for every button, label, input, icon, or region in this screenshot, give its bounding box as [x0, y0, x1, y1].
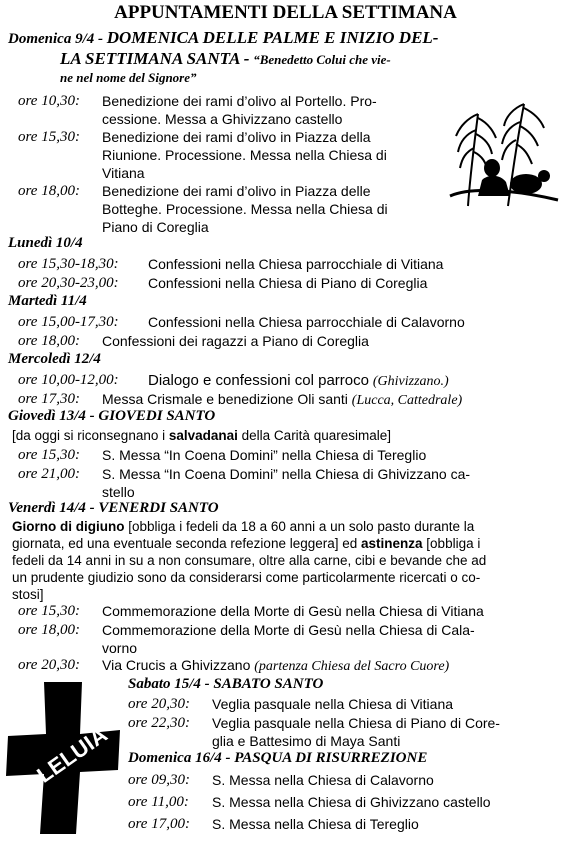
- event-time: ore 11,00:: [128, 794, 189, 810]
- event-text: Messa Crismale e benedizione Oli santi: [102, 391, 348, 407]
- event-time: ore 15,30:: [18, 129, 80, 145]
- event-palme-2: [18, 128, 438, 184]
- event-text-line: Benedizione dei rami d’olivo in Piazza della: [102, 129, 371, 145]
- event-note: (Lucca, Cattedrale): [351, 393, 463, 408]
- easter-header: Domenica 16/4 - PASQUA DI RISURREZIONE: [128, 750, 428, 766]
- event-monday-1: [18, 255, 558, 273]
- event-text: Commemorazione della Morte di Gesù nella Chiesa di Vitiana: [102, 603, 484, 619]
- event-saturday-2: [128, 714, 563, 750]
- event-easter-2: [128, 793, 563, 811]
- event-text-line: Benedizione dei rami d’olivo in Piazza delle: [102, 183, 371, 199]
- page-title: APPUNTAMENTI DELLA SETTIMANA: [114, 2, 457, 23]
- event-time: ore 18,00:: [18, 183, 80, 199]
- fasting-text: un prudente giudizio sono da considerarsi come particolarmente ricercati o co-: [12, 570, 481, 585]
- event-note: (Ghivizzano.): [372, 374, 449, 389]
- event-time: ore 21,00:: [18, 466, 80, 482]
- event-time: ore 20,30-23,00:: [18, 275, 119, 291]
- event-time: ore 17,30:: [18, 391, 80, 407]
- fasting-rules: [12, 518, 560, 603]
- wednesday-header: Mercoledì 12/4: [8, 351, 101, 367]
- event-wednesday-1: [18, 371, 563, 389]
- event-text: Via Crucis a Ghivizzano: [102, 657, 251, 673]
- event-text-line: Riunione. Processione. Messa nella Chiesa di: [102, 147, 387, 163]
- palm-sunday-header: [8, 28, 438, 48]
- event-palme-3: [18, 182, 438, 238]
- event-friday-1: [18, 602, 563, 620]
- event-text-line: cessione. Messa a Ghivizzano castello: [102, 111, 343, 127]
- event-text: Veglia pasquale nella Chiesa di Vitiana: [212, 696, 454, 712]
- event-text-line: Vitiana: [102, 165, 145, 181]
- event-tuesday-2: [18, 332, 558, 350]
- event-text: Confessioni nella Chiesa parrocchiale di Calavorno: [148, 314, 465, 330]
- event-wednesday-2: [18, 390, 563, 408]
- alleluia-text: ALLELUIA: [8, 721, 112, 805]
- abstinence-bold: astinenza: [361, 536, 423, 551]
- palm-sunday-name-line2: LA SETTIMANA SANTA -: [60, 49, 250, 68]
- event-time: ore 20,30:: [18, 657, 80, 673]
- event-text: Confessioni dei ragazzi a Piano di Coreglia: [102, 333, 369, 349]
- event-time: ore 15,30:: [18, 447, 80, 463]
- fasting-text: fedeli da 14 anni in su a non consumare, oltre alla carne, cibi e bevande che ad: [12, 553, 487, 568]
- saturday-header: Sabato 15/4 - SABATO SANTO: [128, 676, 324, 692]
- event-text-line: Botteghe. Processione. Messa nella Chiesa di: [102, 201, 388, 217]
- palm-sunday-day: Domenica 9/4 -: [8, 31, 103, 47]
- fasting-text: [obbliga i fedeli da 18 a 60 anni a un solo pasto durante la: [124, 519, 475, 534]
- event-friday-3: [18, 656, 563, 674]
- event-text-line: Veglia pasquale nella Chiesa di Piano di Core-: [212, 715, 500, 731]
- fasting-text: stosi]: [12, 587, 44, 602]
- event-time: ore 22,30:: [128, 715, 190, 731]
- event-time: ore 10,30:: [18, 93, 80, 109]
- event-easter-3: [128, 815, 563, 833]
- event-note: (partenza Chiesa del Sacro Cuore): [254, 659, 450, 674]
- tuesday-header: Martedì 11/4: [8, 293, 87, 309]
- event-text: S. Messa nella Chiesa di Ghivizzano castello: [212, 794, 491, 810]
- event-monday-2: [18, 274, 558, 292]
- event-text-line: Commemorazione della Morte di Gesù nella Chiesa di Cala-: [102, 622, 475, 638]
- event-time: ore 17,00:: [128, 816, 190, 832]
- thursday-notice: [12, 427, 560, 445]
- fasting-bold: Giorno di digiuno: [12, 519, 125, 534]
- palm-sunday-header-line3: [60, 70, 197, 87]
- event-easter-1: [128, 771, 563, 789]
- event-text: Confessioni nella Chiesa parrocchiale di Vitiana: [148, 256, 444, 272]
- event-thursday-1: [18, 446, 563, 464]
- event-time: ore 15,30-18,30:: [18, 256, 119, 272]
- event-text: S. Messa nella Chiesa di Calavorno: [212, 772, 434, 788]
- event-text-line: glia e Battesimo di Maya Santi: [212, 733, 401, 749]
- fasting-text: [obbliga i: [422, 536, 481, 551]
- notice-bold: salvadanai: [168, 428, 238, 443]
- alleluia-cross-logo-icon: [4, 678, 122, 838]
- monday-header: Lunedì 10/4: [8, 235, 83, 251]
- event-text-line: vorno: [102, 640, 138, 656]
- event-text-line: Benedizione dei rami d’olivo al Portello. Pro-: [102, 93, 377, 109]
- event-time: ore 18,00:: [18, 622, 80, 638]
- event-text-line: stello: [102, 484, 135, 500]
- event-text: S. Messa nella Chiesa di Tereglio: [212, 816, 419, 832]
- event-time: ore 20,30:: [128, 696, 190, 712]
- notice-text: della Carità quaresimale]: [237, 428, 391, 443]
- event-time: ore 10,00-12,00:: [18, 372, 119, 388]
- event-time: ore 15,30:: [18, 603, 80, 619]
- event-text-line: Piano di Coreglia: [102, 219, 209, 235]
- event-time: ore 09,30:: [128, 772, 190, 788]
- friday-header: Venerdì 14/4 - VENERDI SANTO: [8, 500, 219, 516]
- event-saturday-1: [128, 695, 563, 713]
- event-thursday-2: [18, 465, 563, 501]
- notice-text: [da oggi si riconsegnano i: [12, 428, 169, 443]
- palm-sunday-name-line1: DOMENICA DELLE PALME E INIZIO DEL-: [106, 28, 439, 47]
- event-text: Dialogo e confessioni col parroco: [148, 372, 369, 389]
- palm-sunday-quote-line2: ne nel nome del Signore”: [60, 70, 197, 85]
- event-friday-2: [18, 621, 563, 657]
- event-text: Confessioni nella Chiesa di Piano di Coreglia: [148, 275, 428, 291]
- fasting-text: giornata, ed una eventuale seconda refezione leggera] ed: [12, 536, 362, 551]
- palm-sunday-quote-line1: “Benedetto Colui che vie-: [253, 52, 391, 67]
- palm-sunday-illustration-icon: [448, 96, 560, 208]
- event-time: ore 15,00-17,30:: [18, 314, 119, 330]
- event-text: S. Messa “In Coena Domini” nella Chiesa di Tereglio: [102, 447, 427, 463]
- event-time: ore 18,00:: [18, 333, 80, 349]
- event-tuesday-1: [18, 313, 558, 331]
- thursday-header: Giovedì 13/4 - GIOVEDI SANTO: [8, 408, 216, 424]
- palm-sunday-header-line2: [60, 49, 391, 69]
- event-text-line: S. Messa “In Coena Domini” nella Chiesa di Ghivizzano ca-: [102, 466, 471, 482]
